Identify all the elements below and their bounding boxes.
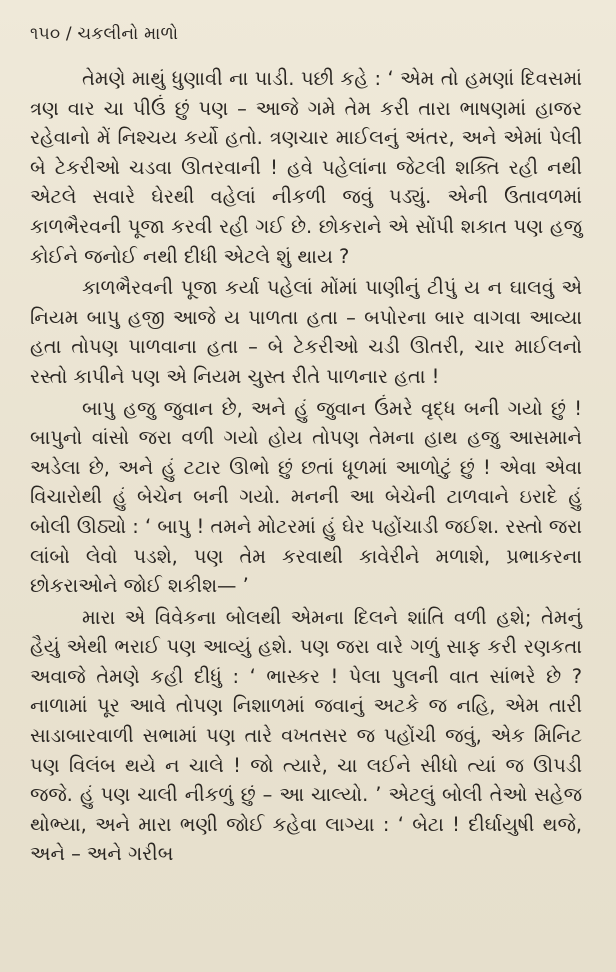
paragraph-2: કાળભૈરવની પૂજા કર્યા પહેલાં મોંમાં પાણીનું ટીપું ય ન ઘાલવું એ નિયમ બાપુ હજી આજે ય પાળતા હતા – બપોરના બાર વાગવા આવ્યા હતા તોપણ પાળવાના હતા – બે ટેકરીઓ ચડી ઊતરી, ચાર માઈલનો રસ્તો કાપીને પણ એ નિયમ ચુસ્ત રીતે પાળનાર હતા ! xyxy=(30,276,582,388)
body-text xyxy=(30,64,582,869)
running-header: ૧૫૦ / ચકલીનો માળો xyxy=(30,24,179,44)
paragraph-3: બાપુ હજુ જુવાન છે, અને હું જુવાન ઉંમરે વૃદ્ધ બની ગયો છું ! બાપુનો વાંસો જરા વળી ગયો હોય તોપણ તેમના હાથ હજુ આસમાને અડેલા છે, અને હું ટટાર ઊભો છું છતાં ધૂળમાં આળોટું છું ! એવા એવા વિચારોથી હું બેચેન બની ગયો. મનની આ બેચેની ટાળવાને ઇરાદે હું બોલી ઊઠ્યો : ‘ બાપુ ! તમને મોટરમાં હું ઘેર પહોંચાડી જઈશ. રસ્તો જરા લાંબો લેવો પડશે, પણ તેમ કરવાથી કાવેરીને મળાશે, પ્રભાકરના છોકરાઓને જોઈ શકીશ— ’ xyxy=(30,396,582,598)
paragraph-4: મારા એ વિવેકના બોલથી એમના દિલને શાંતિ વળી હશે; તેમનું હૈયું એથી ભરાઈ પણ આવ્યું હશે. પણ જરા વારે ગળું સાફ કરી રણકતા અવાજે તેમણે કહી દીધું : ‘ ભાસ્કર ! પેલા પુલની વાત સાંભરે છે ? નાળામાં પૂર આવે તોપણ નિશાળમાં જવાનું અટકે જ નહિ, એમ તારી સાડાબારવાળી સભામાં પણ તારે વખતસર જ પહોંચી જવું, એક મિનિટ પણ વિલંબ થયે ન ચાલે ! જો ત્યારે, ચા લઈને સીધો ત્યાં જ ઊપડી જજે. હું પણ ચાલી નીકળું છું – આ ચાલ્યો. ’ એટલું બોલી તેઓ સહેજ થોભ્યા, અને મારા ભણી જોઈ કહેવા લાગ્યા : ‘ બેટા ! દીર્ઘાયુષી થજે, અને – અને ગરીબ xyxy=(30,605,582,866)
paragraph-1: તેમણે માથું ધુણાવી ના પાડી. પછી કહે : ‘ એમ તો હમણાં દિવસમાં ત્રણ વાર ચા પીઉં છું પણ – આજે ગમે તેમ કરી તારા ભાષણમાં હાજર રહેવાનો મેં નિશ્ચય કર્યો હતો. ત્રણચાર માઈલનું અંતર, અને એમાં પેલી બે ટેકરીઓ ચડવા ઊતરવાની ! હવે પહેલાંના જેટલી શક્તિ રહી નથી એટલે સવારે ઘેરથી વહેલાં નીકળી જવું પડ્યું. એની ઉતાવળમાં કાળભૈરવની પૂજા કરવી રહી ગઈ છે. છોકરાને એ સોંપી શકાત પણ હજુ કોઈને જનોઈ નથી દીધી એટલે શું થાય ? xyxy=(30,67,582,268)
